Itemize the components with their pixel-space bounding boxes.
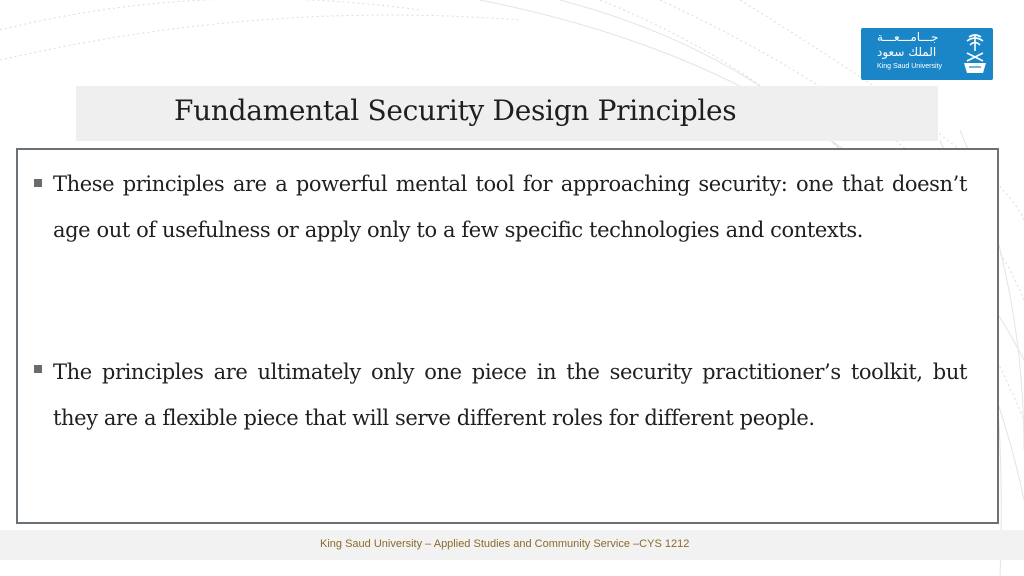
bullet-point-2 (36, 349, 967, 441)
palm-swords-emblem-icon (961, 31, 989, 77)
footer-text: King Saud University – Applied Studies and Community Service –CYS 1212 (320, 538, 690, 550)
bullet-text-1: These principles are a powerful mental tool for approaching security: one that doesn’t age out of usefulness or apply only to a few specific technologies and contexts. (53, 172, 967, 242)
bullet-text-2: The principles are ultimately only one piece in the security practitioner’s toolkit, but they are a flexible piece that will serve different roles for different people. (53, 360, 967, 430)
logo-english-name: King Saud University (877, 63, 942, 70)
bullet-point-1 (36, 161, 967, 253)
slide-title: Fundamental Security Design Principles (174, 94, 737, 127)
logo-arabic-line-1: جـــامـــعـــة (877, 30, 939, 44)
logo-arabic-line-2: الملك سعود (877, 45, 937, 59)
footer-bar (0, 530, 1024, 560)
king-saud-university-logo (861, 28, 993, 80)
title-bar (76, 86, 938, 141)
